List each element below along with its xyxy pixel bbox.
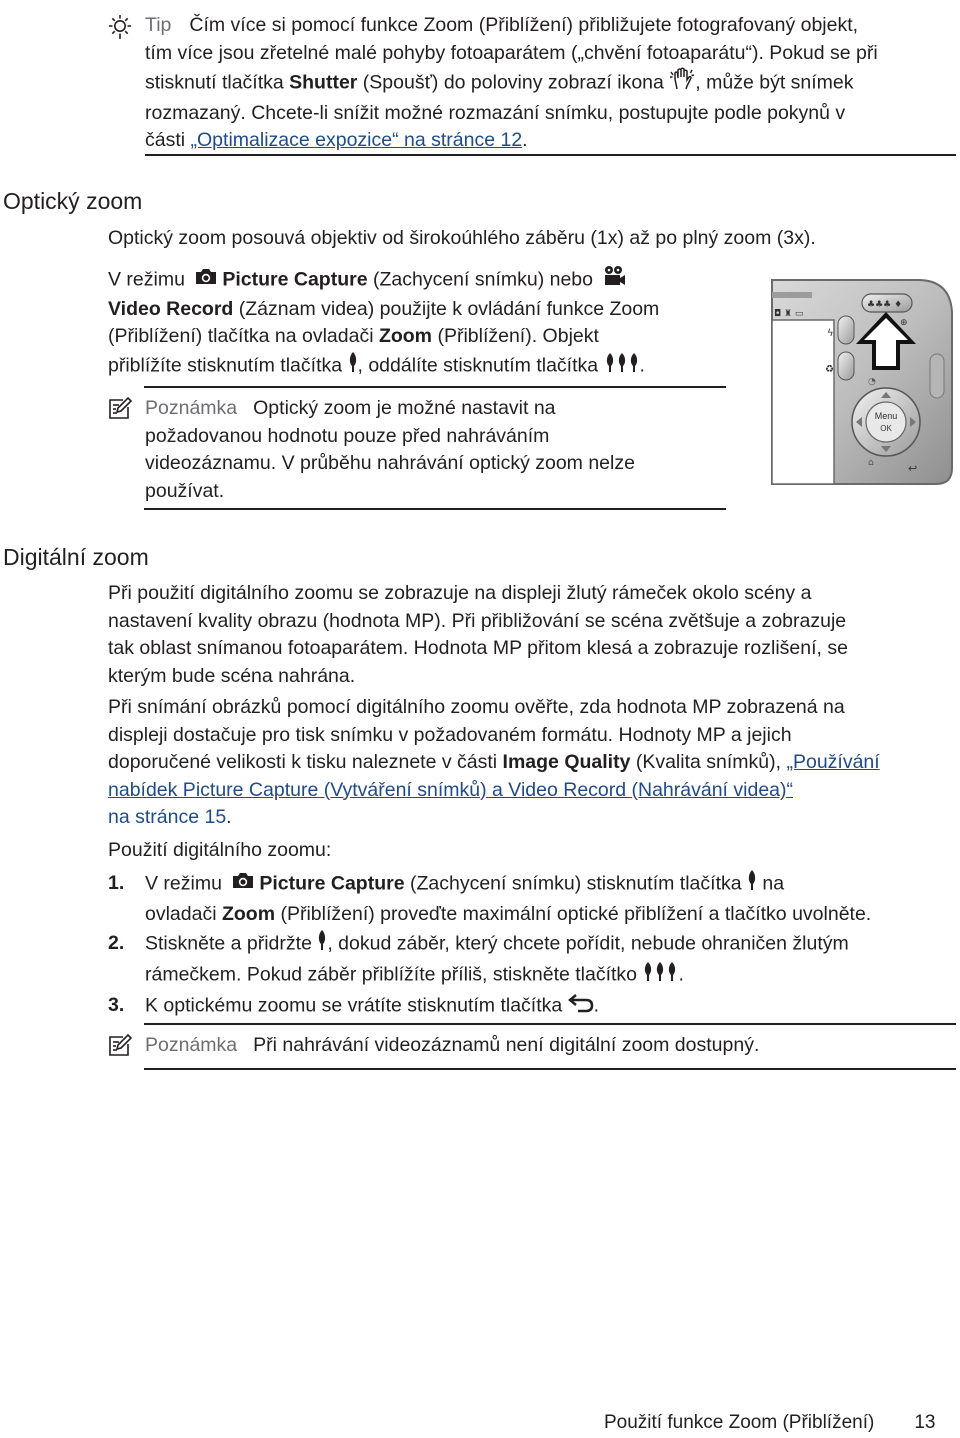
zoom-out-trees-icon [642,960,678,991]
svg-text:⊕: ⊕ [900,318,908,328]
page-footer [604,1412,935,1434]
svg-text:⌂: ⌂ [868,458,874,468]
svg-text:♻: ♻ [825,364,834,375]
camera-mode-icon [231,870,255,899]
note-label: Poznámka [145,397,238,419]
tip-block: Tip Čím více si pomocí funkce Zoom (Přiblížení) přibližujete fotografovaný objekt, tím více jsou zřetelné malé pohyby fotoaparátem („chvění fotoaparátu“). Pokud se při stisknutí tlačítka Shutter (Spoušť) do poloviny zobrazí ikona , může být snímek rozmazaný. Chcete-li snížit možné rozmazání snímku, postupujte podle pokynů v části „Optimalizace expozice“ na stránce 12. [145,14,878,151]
camera-mode-icon [194,266,218,295]
tip-label: Tip [145,14,172,36]
zoom-out-trees-icon [604,351,640,382]
svg-text:↩: ↩ [908,462,918,475]
digital-note-bottom-rule [144,1068,956,1070]
step-1: 1. V režimu Picture Capture (Zachycení snímku) stisknutím tlačítka na ovladači Zoom (Přiblížení) proveďte maximální optické přiblížení a tlačítko uvolněte. [108,869,960,929]
zoom-in-tree-icon [348,351,358,382]
svg-text:OK: OK [880,424,892,433]
camera-back-illustration [768,272,958,492]
step-2: 2. Stiskněte a přidržte , dokud záběr, který chcete pořídit, nebude ohraničen žlutým rámečkem. Pokud záběr přiblížíte příliš, stiskněte tlačítko . [108,929,960,991]
digital-paragraph-1: Při použití digitálního zoomu se zobrazuje na displeji žlutý rámeček okolo scény a nastavení kvality obrazu (hodnota MP). Při přibližování se scéna zvětšuje a zobrazuje tak oblast snímanou fotoaparátem. Hodnota MP přitom klesá a zobrazuje rozlišení, se kterým bude scéna nahrána. [108,582,848,687]
section-heading-digital-zoom: Digitální zoom [3,544,149,570]
zoom-in-tree-icon [317,929,327,960]
svg-text:◔: ◔ [868,377,876,387]
svg-text:◘ ♜ ▭: ◘ ♜ ▭ [774,309,804,319]
optical-note: Poznámka Optický zoom je možné nastavit na požadovanou hodnotu pouze před nahráváním videozáznamu. V průběhu nahrávání optický zoom nelze používat. [145,397,635,502]
svg-text:ϟ: ϟ [827,328,834,339]
note-icon [108,396,132,426]
digital-note-top-rule [144,1023,956,1025]
tip-icon [108,13,132,47]
zoom-in-tree-icon [747,869,757,900]
optical-paragraph: V režimu Picture Capture (Zachycení snímku) nebo Video Record (Záznam videa) použijte k ovládání funkce Zoom (Přiblížení) tlačítka na ovladači Zoom (Přiblížení). Objekt přiblížíte stisknutím tlačítka , oddálíte stisknutím tlačítka . [108,265,748,381]
svg-text:Menu: Menu [874,411,898,421]
step-3: 3. K optickému zoomu se vrátíte stisknutím tlačítka . [108,991,960,1022]
optical-note-bottom-rule [144,508,726,510]
note-label: Poznámka [145,1034,238,1056]
optical-note-top-rule [144,386,726,388]
note-icon [108,1033,132,1063]
digital-steps-list [108,869,960,1022]
link-pouzivani-nabidek-cont[interactable]: nabídek Picture Capture (Vytváření snímků) a Video Record (Nahrávání videa)“ [108,778,793,801]
tip-divider [145,154,956,156]
svg-text:♣♣♣ ♦: ♣♣♣ ♦ [867,300,903,310]
back-arrow-icon [568,991,594,1022]
footer-title: Použití funkce Zoom (Přiblížení) [604,1412,875,1433]
link-stranka-15[interactable]: na stránce 15 [108,806,227,828]
video-mode-icon [602,265,626,296]
shake-warning-icon [669,67,695,100]
optical-intro: Optický zoom posouvá objektiv od širokoúhlého záběru (1x) až po plný zoom (3x). [108,227,816,249]
page-number: 13 [914,1412,936,1433]
digital-note: Poznámka Při nahrávání videozáznamů není digitální zoom dostupný. [145,1034,760,1056]
section-heading-optical-zoom: Optický zoom [3,188,143,214]
link-optimalizace-expozice[interactable]: „Optimalizace expozice“ na stránce 12 [190,129,523,151]
link-pouzivani-nabidek[interactable]: „Používání [786,751,880,773]
digital-paragraph-2: Při snímání obrázků pomocí digitálního zoomu ověřte, zda hodnota MP zobrazená na displeji dostačuje pro tisk snímku v požadovaném formátu. Hodnoty MP a jejich doporučené velikosti k tisku naleznete v části Image Quality (Kvalita snímků), „Používání nabídek Picture Capture (Vytváření snímků) a Video Record (Nahrávání videa)“ na stránce 15. [108,696,880,828]
digital-use-heading: Použití digitálního zoomu: [108,839,332,861]
